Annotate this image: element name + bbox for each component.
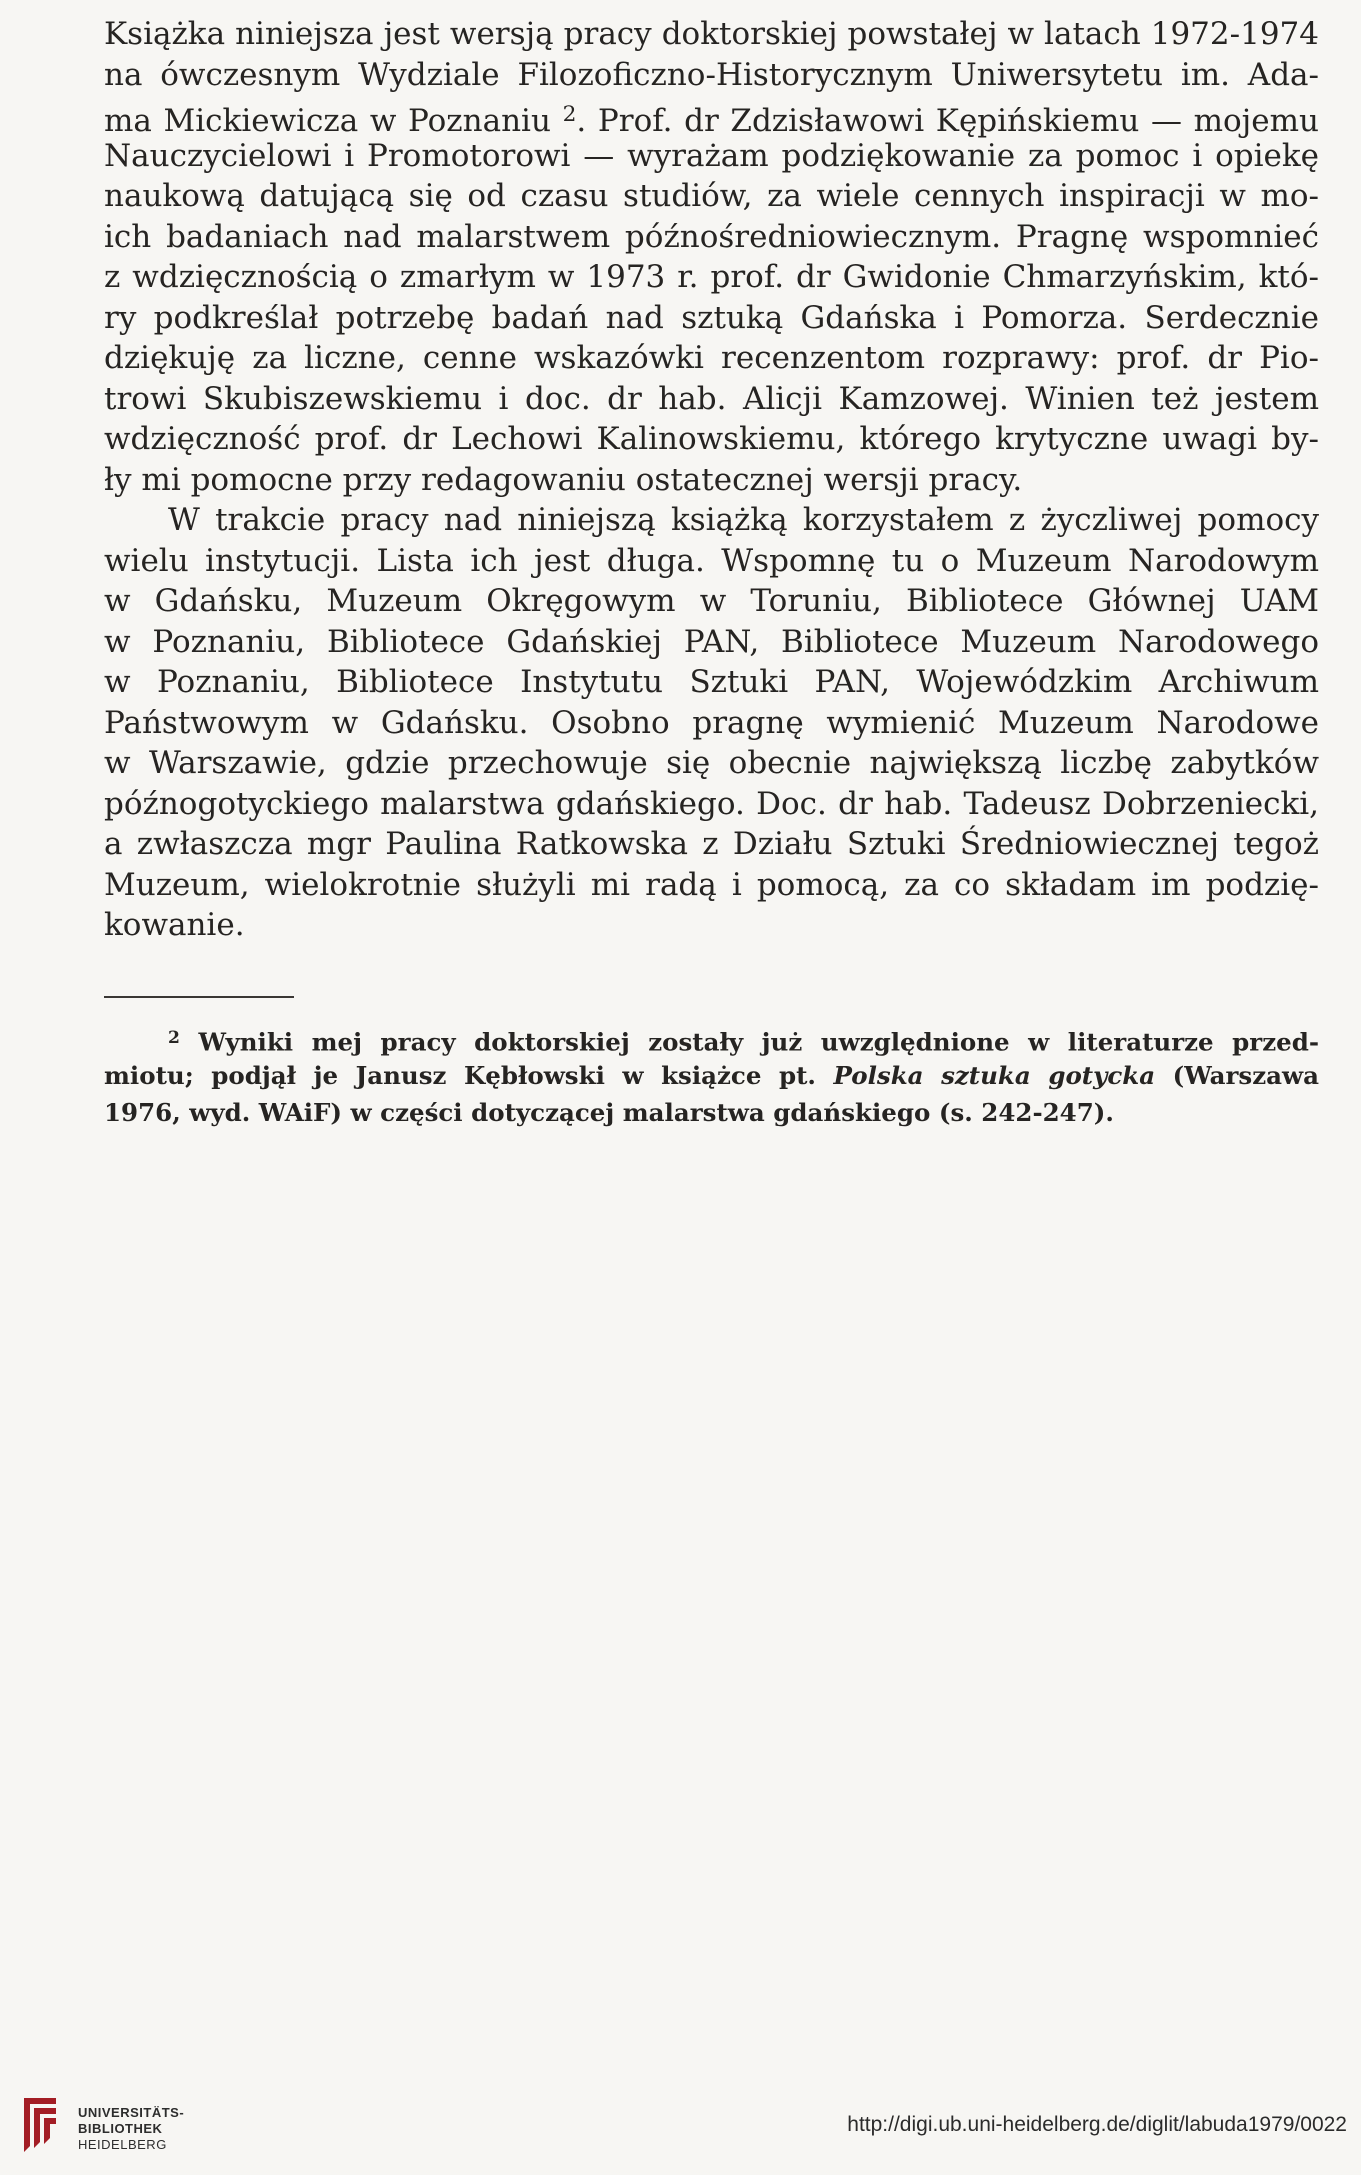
library-name-line: UNIVERSITÄTS- bbox=[78, 2105, 185, 2120]
footnote-reference[interactable]: 2 bbox=[562, 102, 577, 127]
text-line: późnogotyckiego malarstwa gdańskiego. Doc. dr hab. Tadeusz Dobrzeniecki, bbox=[104, 785, 1319, 822]
text-line bbox=[104, 95, 1319, 139]
text-line: Książka niniejsza jest wersją pracy doktorskiej powstałej w latach 1972-1974 bbox=[104, 16, 1319, 52]
text-line: W trakcie pracy nad niniejszą książką korzystałem z życzliwej pomocy bbox=[168, 502, 1319, 538]
text-line: dziękuję za liczne, cenne wskazówki recenzentom rozprawy: prof. dr Pio- bbox=[104, 340, 1319, 376]
footnote bbox=[104, 1020, 1319, 1131]
library-name-line: HEIDELBERG bbox=[78, 2137, 167, 2152]
text-line: Muzeum, wielokrotnie służyli mi radą i pomocą, za co składam im podzię- bbox=[104, 866, 1319, 903]
text-line: trowi Skubiszewskiemu i doc. dr hab. Alicji Kamzowej. Winien też jestem bbox=[104, 380, 1319, 417]
footnote-separator bbox=[104, 996, 294, 998]
footnote-line bbox=[104, 1020, 1319, 1057]
footnote-text: Wyniki mej pracy doktorskiej zostały już uwzględnione w literaturze przed- bbox=[198, 1027, 1320, 1057]
text-line: w Warszawie, gdzie przechowuje się obecnie największą liczbę zabytków bbox=[104, 745, 1319, 781]
text-line: ich badaniach nad malarstwem późnośredniowiecznym. Pragnę wspomnieć bbox=[104, 218, 1319, 255]
text-line: a zwłaszcza mgr Paulina Ratkowska z Działu Sztuki Średniowiecznej tegoż bbox=[104, 826, 1319, 862]
text-line: wielu instytucji. Lista ich jest długa. Wspomnę tu o Muzeum Narodowym bbox=[104, 542, 1319, 579]
footnote-line bbox=[104, 1057, 1319, 1094]
text-line: ry podkreślał potrzebę badań nad sztuką Gdańska i Pomorza. Serdecznie bbox=[104, 299, 1319, 336]
text-line: w Poznaniu, Bibliotece Instytutu Sztuki PAN, Wojewódzkim Archiwum bbox=[104, 664, 1319, 700]
library-name-line: BIBLIOTHEK bbox=[78, 2121, 163, 2136]
book-title: Polska sztuka gotycka bbox=[833, 1061, 1156, 1090]
main-text bbox=[104, 14, 1319, 946]
text-line: naukową datującą się od czasu studiów, za wiele cennych inspiracji w mo- bbox=[104, 178, 1319, 214]
footnote-line: 1976, wyd. WAiF) w części dotyczącej malarstwa gdańskiego (s. 242-247). bbox=[104, 1098, 1114, 1127]
source-url-link[interactable]: http://digi.ub.uni-heidelberg.de/diglit/labuda1979/0022 bbox=[847, 2113, 1347, 2136]
text-fragment: ma Mickiewicza w Poznaniu bbox=[104, 102, 551, 139]
library-name bbox=[78, 2105, 184, 2153]
text-line: w Poznaniu, Bibliotece Gdańskiej PAN, Bibliotece Muzeum Narodowego bbox=[104, 623, 1319, 660]
ub-heidelberg-logo-icon bbox=[16, 2094, 64, 2156]
text-line: ły mi pomocne przy redagowaniu ostatecznej wersji pracy. bbox=[104, 461, 1023, 498]
text-line: Państwowym w Gdańsku. Osobno pragnę wymienić Muzeum Narodowe bbox=[104, 704, 1319, 741]
footnote-text: miotu; podjął je Janusz Kębłowski w książce pt. bbox=[104, 1061, 834, 1090]
text-line: z wdzięcznością o zmarłym w 1973 r. prof. dr Gwidonie Chmarzyńskim, któ- bbox=[104, 259, 1319, 295]
text-line: w Gdańsku, Muzeum Okręgowym w Toruniu, Bibliotece Głównej UAM bbox=[104, 583, 1319, 619]
text-line: Nauczycielowi i Promotorowi — wyrażam podziękowanie za pomoc i opiekę bbox=[104, 137, 1319, 174]
text-line: na ówczesnym Wydziale Filozoficzno-Historycznym Uniwersytetu im. Ada- bbox=[104, 56, 1319, 93]
text-line: wdzięczność prof. dr Lechowi Kalinowskiemu, którego krytyczne uwagi by- bbox=[104, 421, 1319, 457]
footnote-marker: 2 bbox=[168, 1028, 180, 1048]
text-line: kowanie. bbox=[104, 907, 245, 943]
footnote-text: (Warszawa bbox=[1155, 1061, 1319, 1090]
text-fragment: . Prof. dr Zdzisławowi Kępińskiemu — mojemu bbox=[576, 102, 1319, 139]
